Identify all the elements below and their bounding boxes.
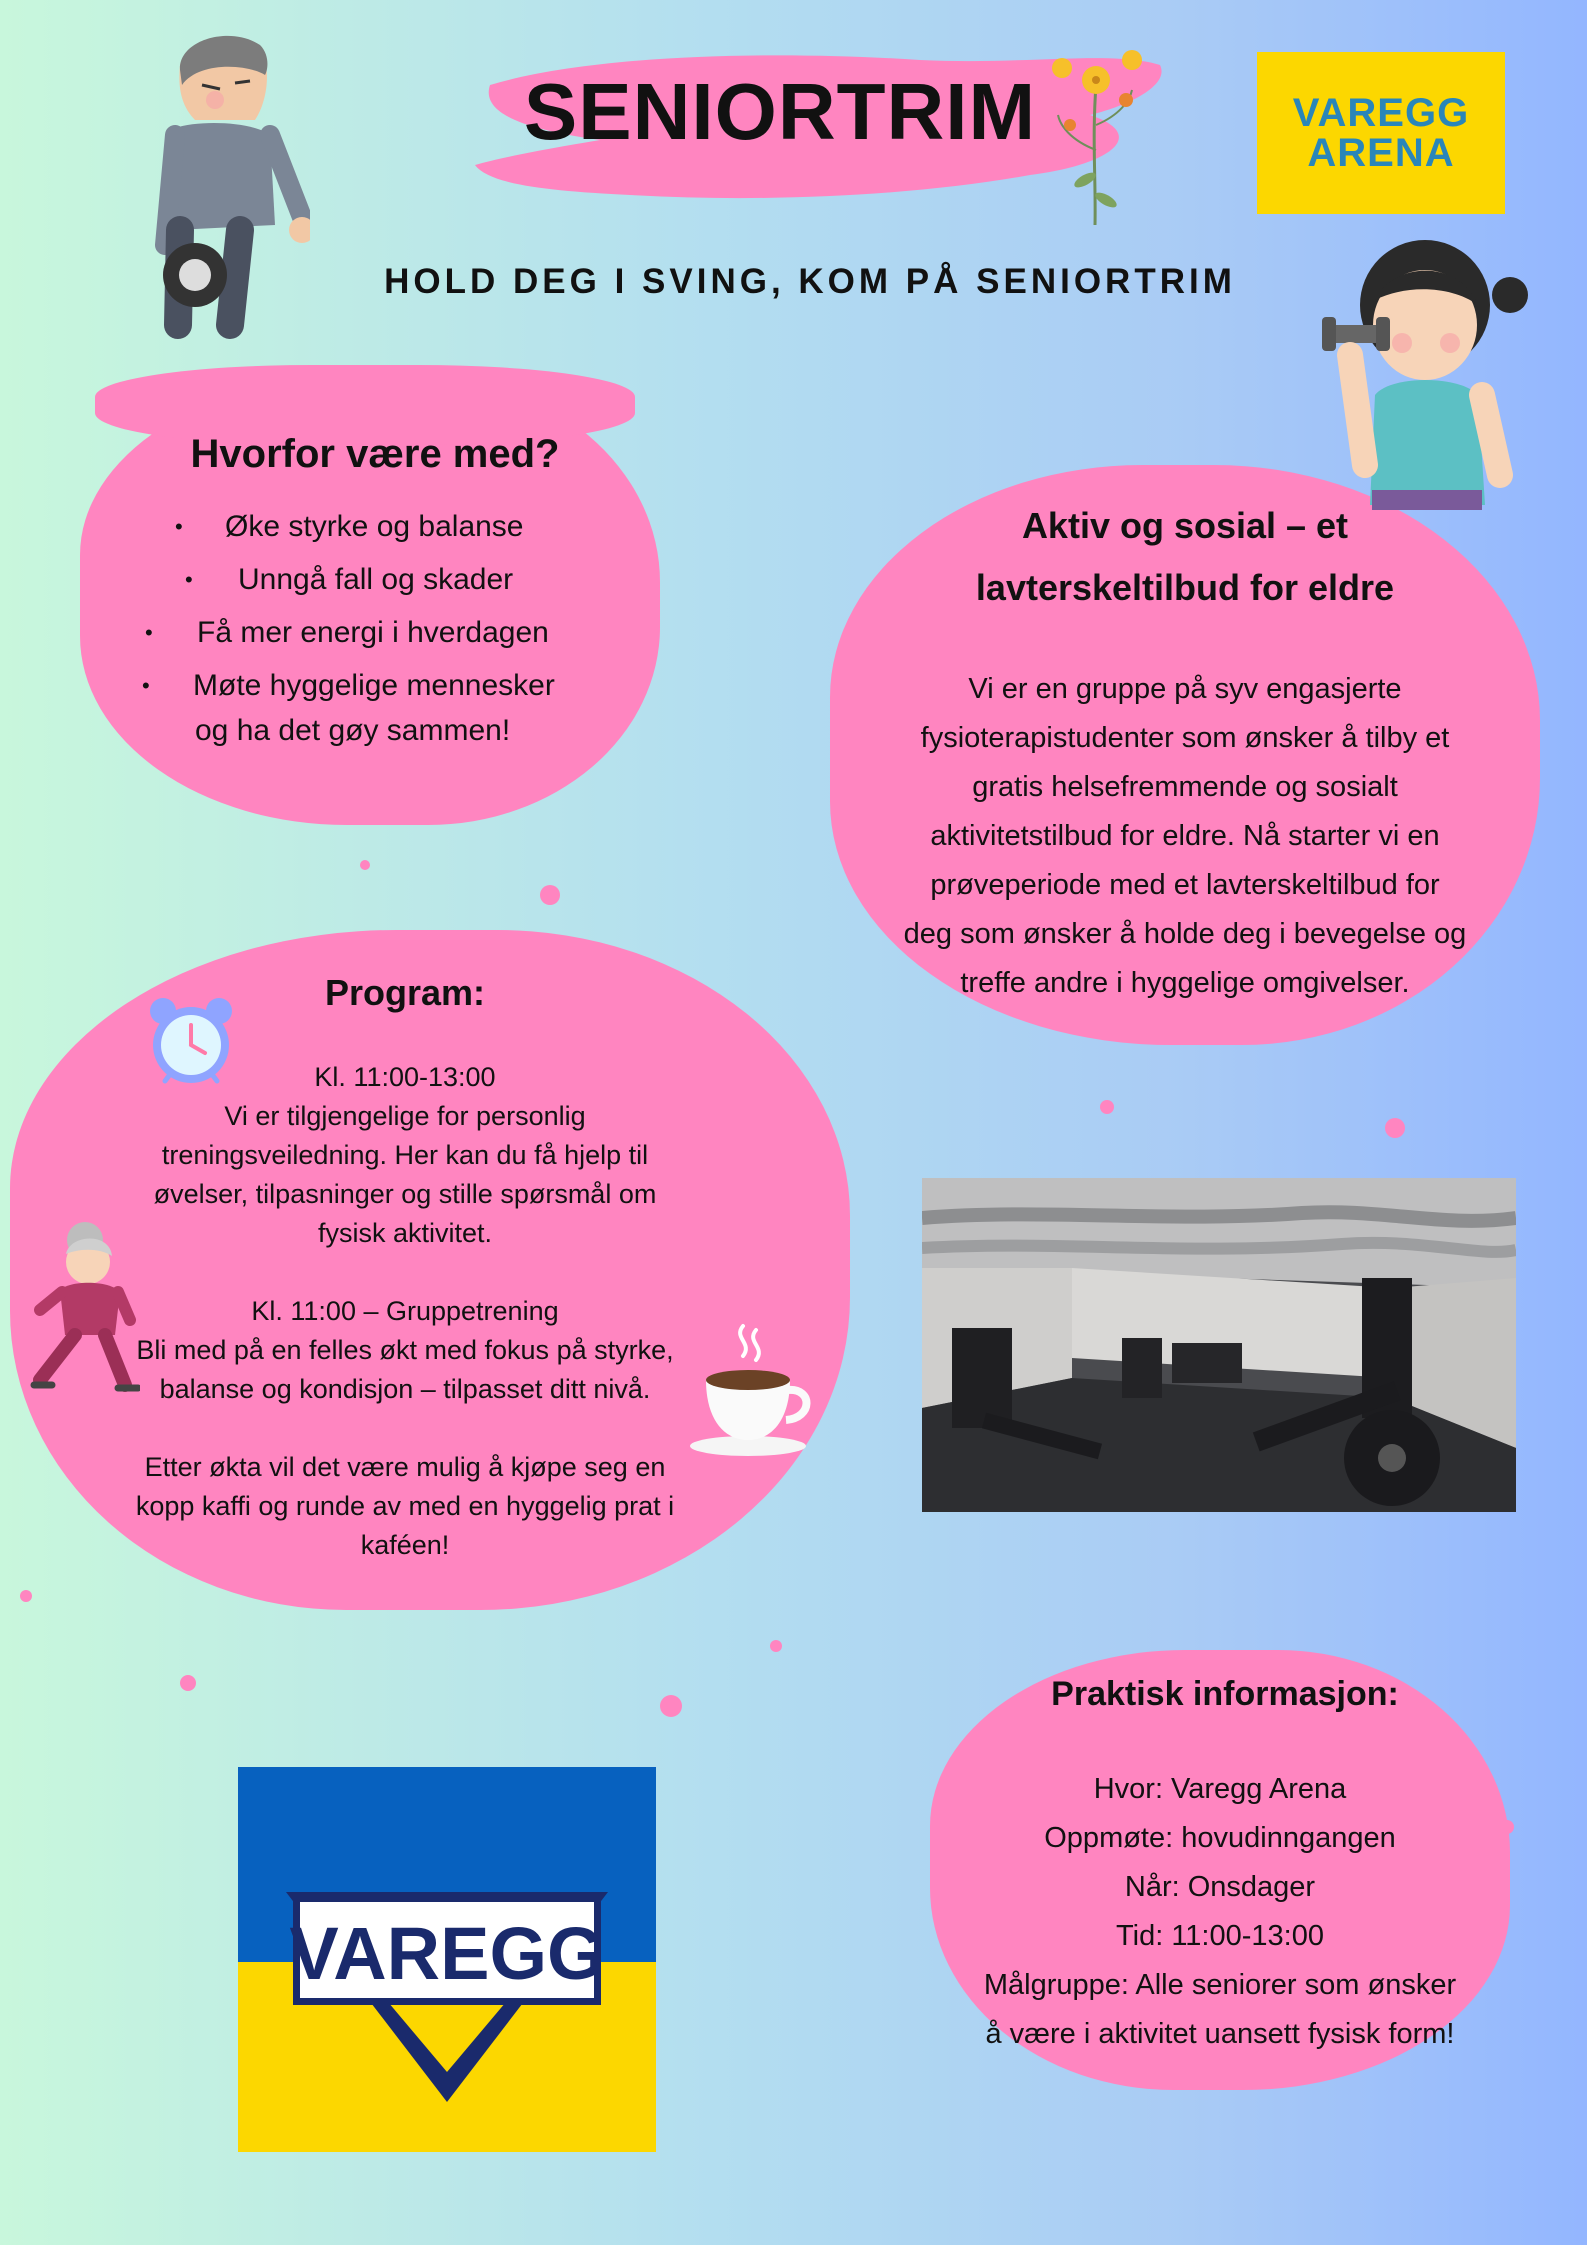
list-item: • Få mer energi i hverdagen <box>145 616 549 649</box>
text-line: Vi er tilgjengelige for personlig <box>224 1101 586 1131</box>
program-time-2: Kl. 11:00 – Gruppetrening <box>251 1296 559 1326</box>
varegg-logo-graphic <box>238 1767 656 2152</box>
why-title: Hvorfor være med? <box>190 432 560 476</box>
splatter-dot <box>770 1640 782 1652</box>
text-line: Vi er en gruppe på syv engasjerte <box>968 673 1402 705</box>
page-title: SENIORTRIM <box>523 67 1037 156</box>
senior-man-kettlebell-illustration <box>140 25 310 345</box>
splatter-dot <box>540 885 560 905</box>
arena-logo-line1: VAREGG <box>1292 91 1470 135</box>
text-line: Målgruppe: Alle seniorer som ønsker <box>983 1969 1457 2001</box>
flower-icon <box>1030 30 1160 230</box>
splatter-dot <box>1100 1100 1114 1114</box>
coffee-cup-icon <box>688 1318 813 1460</box>
splatter-dot <box>1385 1118 1405 1138</box>
page-subtitle: HOLD DEG I SVING, KOM PÅ SENIORTRIM <box>384 262 1236 301</box>
text-line: kopp kaffi og runde av med en hyggelig prat i <box>135 1491 675 1521</box>
text-line: aktivitetstilbud for eldre. Nå starter vi en <box>930 820 1440 852</box>
text-line: deg som ønsker å holde deg i bevegelse og <box>903 918 1467 950</box>
program-description <box>115 1058 695 1565</box>
active-title <box>850 495 1520 619</box>
varegg-arena-logo <box>1257 52 1505 214</box>
program-time-1: Kl. 11:00-13:00 <box>314 1062 496 1092</box>
text-line: kaféen! <box>360 1530 450 1560</box>
splatter-dot <box>660 1695 682 1717</box>
list-item-text: Unngå fall og skader <box>238 563 514 596</box>
why-list-tail: og ha det gøy sammen! <box>195 714 511 747</box>
gym-photo <box>922 1178 1516 1512</box>
program-title: Program: <box>324 972 486 1013</box>
list-item: • Unngå fall og skader <box>185 563 514 596</box>
text-line: Oppmøte: hovudinngangen <box>1044 1822 1396 1854</box>
text-line: Når: Onsdager <box>1124 1871 1316 1903</box>
list-item-text: Øke styrke og balanse <box>225 510 524 543</box>
list-item-text: Møte hyggelige mennesker <box>193 669 555 702</box>
text-line: øvelser, tilpasninger og stille spørsmål om <box>153 1179 657 1209</box>
practical-info <box>945 1765 1495 2059</box>
list-item: • Øke styrke og balanse <box>175 510 524 543</box>
text-line: gratis helsefremmende og sosialt <box>972 771 1398 803</box>
active-title-line2: lavterskeltilbud for eldre <box>975 567 1395 608</box>
text-line: treffe andre i hyggelige omgivelser. <box>960 967 1410 999</box>
practical-title: Praktisk informasjon: <box>1051 1675 1399 1713</box>
varegg-logo-text: VAREGG <box>289 1912 605 1995</box>
active-description <box>870 665 1500 1008</box>
arena-logo-line2: ARENA <box>1307 131 1455 175</box>
text-line: Tid: 11:00-13:00 <box>1116 1920 1324 1952</box>
text-line: Hvor: Varegg Arena <box>1093 1773 1347 1805</box>
text-line: fysioterapistudenter som ønsker å tilby et <box>920 722 1450 754</box>
text-line: treningsveiledning. Her kan du få hjelp til <box>161 1140 649 1170</box>
splatter-dot <box>1500 1820 1514 1834</box>
varegg-club-logo <box>238 1767 656 2152</box>
text-line: balanse og kondisjon – tilpasset ditt nivå. <box>159 1374 651 1404</box>
text-line: Etter økta vil det være mulig å kjøpe seg en <box>144 1452 666 1482</box>
text-line: Bli med på en felles økt med fokus på styrke, <box>136 1335 674 1365</box>
list-item: • Møte hyggelige mennesker <box>142 669 555 702</box>
woman-dumbbell-illustration <box>1310 225 1540 520</box>
text-line: å være i aktivitet uansett fysisk form! <box>985 2018 1455 2050</box>
splatter-dot <box>180 1675 196 1691</box>
why-list <box>130 500 670 712</box>
list-item-text: Få mer energi i hverdagen <box>197 616 549 649</box>
gym-photo-image <box>922 1178 1516 1512</box>
active-title-line1: Aktiv og sosial – et <box>1021 505 1349 546</box>
splatter-dot <box>20 1590 32 1602</box>
text-line: prøveperiode med et lavterskeltilbud for <box>930 869 1440 901</box>
senior-woman-stretching-illustration <box>30 1220 140 1395</box>
text-line: fysisk aktivitet. <box>317 1218 493 1248</box>
splatter-dot <box>360 860 370 870</box>
